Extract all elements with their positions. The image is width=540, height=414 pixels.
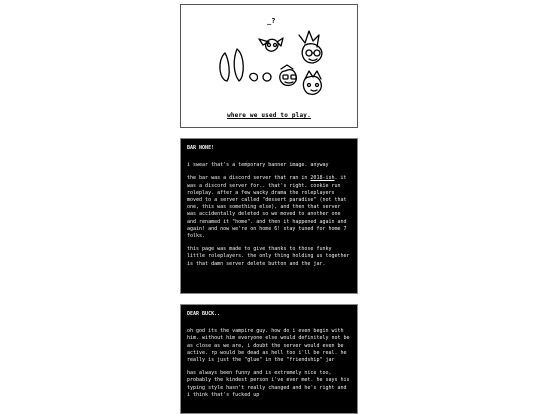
card-text: . it was a discord server for.. that's right. cookie run roleplay. after a few wacky drama the roleplayers moved to a server called "dessert paradise" (not that one, this was something else), and then that server was accidentally deleted so we moved to another one and renamed it "home". and then it happened again and again! and now we're on home 6! stay tuned for home 7 folks. bbox=[187, 175, 347, 240]
card-paragraph: oh god its the vampire guy. how do i even begin with him. without him everyone else would definitely not be as close as we are, i doubt the server would even be active. rp would be dead as hell too i'll be real. he really is just the "glue" in the "friendship" jar bbox=[187, 328, 350, 364]
card-paragraph bbox=[187, 175, 351, 240]
card-title: BAR NONE! bbox=[187, 145, 215, 151]
banner-caption: where we used to play. bbox=[227, 112, 311, 119]
banner-question-mark: _? bbox=[267, 17, 276, 25]
card-paragraph: i swear that's a temporary banner image. anyway bbox=[187, 162, 329, 169]
doodle-bunny-ear-right bbox=[234, 49, 243, 81]
banner-image bbox=[180, 4, 358, 128]
doodle-bunny-ear-left bbox=[220, 53, 229, 81]
year-link[interactable]: 2018-ish bbox=[310, 175, 335, 182]
card-paragraph: has always been funny and is extremely nice too, probably the kindest person i've ever met. he says his typing style hasn't really changed and he's right and i think that's fucked up bbox=[187, 370, 350, 398]
doodle-circle bbox=[263, 73, 271, 81]
card-dear-buck bbox=[180, 304, 358, 414]
card-bar-none bbox=[180, 138, 358, 294]
card-title: DEAR BUCK.. bbox=[187, 311, 221, 317]
card-paragraph: this page was made to give thanks to those funky little roleplayers. the only thing holding us together is that damn server delete button and the jar. bbox=[187, 246, 350, 267]
card-text: the bar was a discord server that ran in bbox=[187, 175, 311, 182]
doodle-small-blob bbox=[250, 73, 258, 81]
